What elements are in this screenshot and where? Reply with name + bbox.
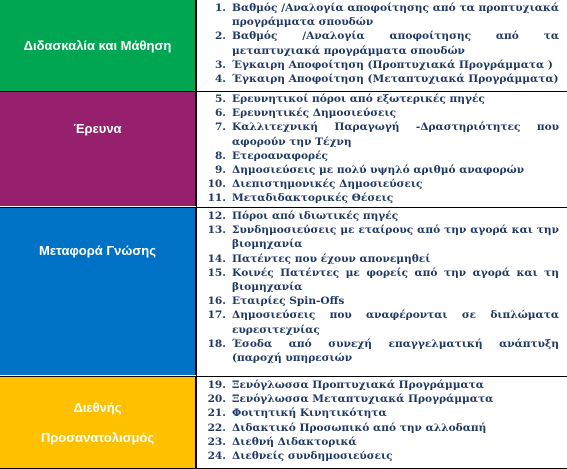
row-divider xyxy=(0,376,567,377)
list-item xyxy=(200,29,559,57)
row-divider xyxy=(0,207,567,208)
list-item xyxy=(200,435,559,449)
item-text: Δημοσιεύσεις με πολύ υψηλό αριθμό αναφορών xyxy=(232,164,525,177)
item-number: 14. xyxy=(207,252,226,265)
item-text: Πόροι από ιδιωτικές πηγές xyxy=(232,210,399,222)
item-text: Διδακτικό Προσωπικό από την αλλοδαπή xyxy=(232,421,487,434)
item-text: Μεταδιδακτορικές Θέσεις xyxy=(232,192,394,205)
item-number: 12. xyxy=(207,210,226,222)
item-text: Δημοσιεύσεις που αναφέρονται σε διπλώματα ευρεσιτεχνίας xyxy=(232,309,559,336)
item-text: Βαθμός /Αναλογία αποφοίτησης από τα προπτυχιακά προγράμματα σπουδών xyxy=(232,2,559,29)
item-list xyxy=(196,0,567,86)
category-label: Έρευνα xyxy=(73,121,122,136)
category-label: Μεταφορά Γνώσης xyxy=(39,243,156,258)
item-text: Διεθνείς συνδημοσιεύσεις xyxy=(232,450,393,463)
item-text: Φοιτητική Κινητικότητα xyxy=(232,407,387,420)
category-international xyxy=(0,377,196,469)
item-text: Ερευνητικές Δημοσιεύσεις xyxy=(232,107,397,120)
category-knowledge-transfer xyxy=(0,208,196,375)
item-list xyxy=(196,377,567,463)
list-item xyxy=(200,337,559,365)
list-item xyxy=(200,209,559,223)
list-item xyxy=(200,223,559,251)
item-number: 3. xyxy=(214,58,226,71)
item-text: Ξενόγλωσσα Μεταπτυχιακά Προγράμματα xyxy=(232,393,494,406)
item-number: 19. xyxy=(207,379,226,391)
category-label: Διδασκαλία και Μάθηση xyxy=(23,37,172,53)
list-item xyxy=(200,421,559,435)
item-number: 11. xyxy=(207,192,226,205)
item-text: Έγκαιρη Αποφοίτηση (Μεταπτυχιακά Προγράμματα) xyxy=(232,73,559,86)
list-item xyxy=(200,266,559,294)
item-number: 15. xyxy=(207,266,226,279)
list-item xyxy=(200,378,559,392)
item-number: 4. xyxy=(214,73,226,86)
item-list xyxy=(196,92,567,206)
item-number: 6. xyxy=(214,107,226,120)
item-text: Καλλιτεχνική Παραγωγή -Δραστηριότητες που αφορούν την Τέχνη xyxy=(232,121,559,148)
item-number: 18. xyxy=(207,337,226,350)
item-number: 16. xyxy=(207,295,226,308)
section-teaching xyxy=(0,0,567,91)
list-item xyxy=(200,58,559,72)
category-label: Διεθνής Προσανατολισμός xyxy=(40,400,155,445)
item-number: 9. xyxy=(214,164,226,177)
section-international xyxy=(0,377,567,469)
category-research xyxy=(0,92,196,206)
section-research xyxy=(0,92,567,206)
item-text: Κοινές Πατέντες με φορείς από την αγορά και τη βιομηχανία xyxy=(232,266,559,294)
item-text: Συνδημοσιεύσεις με εταίρους από την αγορά και την βιομηχανία xyxy=(232,224,559,251)
list-item xyxy=(200,406,559,420)
item-text: Ετεροαναφορές xyxy=(232,149,328,162)
item-text: Διεθνή Διδακτορικά xyxy=(232,435,357,448)
item-text: Πατέντες που έχουν απονεμηθεί xyxy=(232,252,431,265)
item-list xyxy=(196,208,567,365)
list-item xyxy=(200,449,559,463)
category-teaching xyxy=(0,0,196,91)
item-number: 20. xyxy=(207,393,226,406)
item-text: Διεπιστημονικές Δημοσιεύσεις xyxy=(232,178,423,191)
section-knowledge-transfer xyxy=(0,208,567,375)
list-item xyxy=(200,392,559,406)
item-number: 13. xyxy=(207,224,226,237)
column-divider xyxy=(196,0,197,469)
item-text: Έσοδα από συνεχή επαγγελματική ανάπτυξη (παροχή υπηρεσιών xyxy=(232,337,559,365)
item-number: 10. xyxy=(207,178,226,191)
list-item xyxy=(200,120,559,148)
item-number: 7. xyxy=(214,121,226,134)
item-text: Ερευνητικοί πόροι από εξωτερικές πηγές xyxy=(232,93,485,105)
item-text: Ξενόγλωσσα Προπτυχιακά Προγράμματα xyxy=(232,379,484,391)
item-number: 21. xyxy=(207,407,226,420)
list-item xyxy=(200,72,559,86)
item-number: 1. xyxy=(214,2,226,14)
list-item xyxy=(200,163,559,177)
item-number: 24. xyxy=(207,450,226,463)
item-number: 23. xyxy=(207,435,226,448)
item-number: 22. xyxy=(207,421,226,434)
item-number: 2. xyxy=(214,30,226,43)
item-number: 17. xyxy=(207,309,226,322)
list-item xyxy=(200,191,559,205)
list-item xyxy=(200,308,559,336)
list-item xyxy=(200,294,559,308)
item-number: 5. xyxy=(214,93,226,105)
item-number: 8. xyxy=(214,149,226,162)
item-text: Εταιρίες Spin-Offs xyxy=(232,295,345,308)
list-item xyxy=(200,106,559,120)
item-text: Έγκαιρη Αποφοίτηση (Προπτυχιακά Προγράμματα ) xyxy=(232,58,553,71)
item-text: Βαθμός /Αναλογία αποφοίτησης από τα μεταπτυχιακά προγράμματα σπουδών xyxy=(232,30,559,57)
list-item xyxy=(200,149,559,163)
row-divider xyxy=(0,91,567,92)
list-item xyxy=(200,92,559,106)
list-item xyxy=(200,177,559,191)
list-item xyxy=(200,1,559,29)
list-item xyxy=(200,252,559,266)
